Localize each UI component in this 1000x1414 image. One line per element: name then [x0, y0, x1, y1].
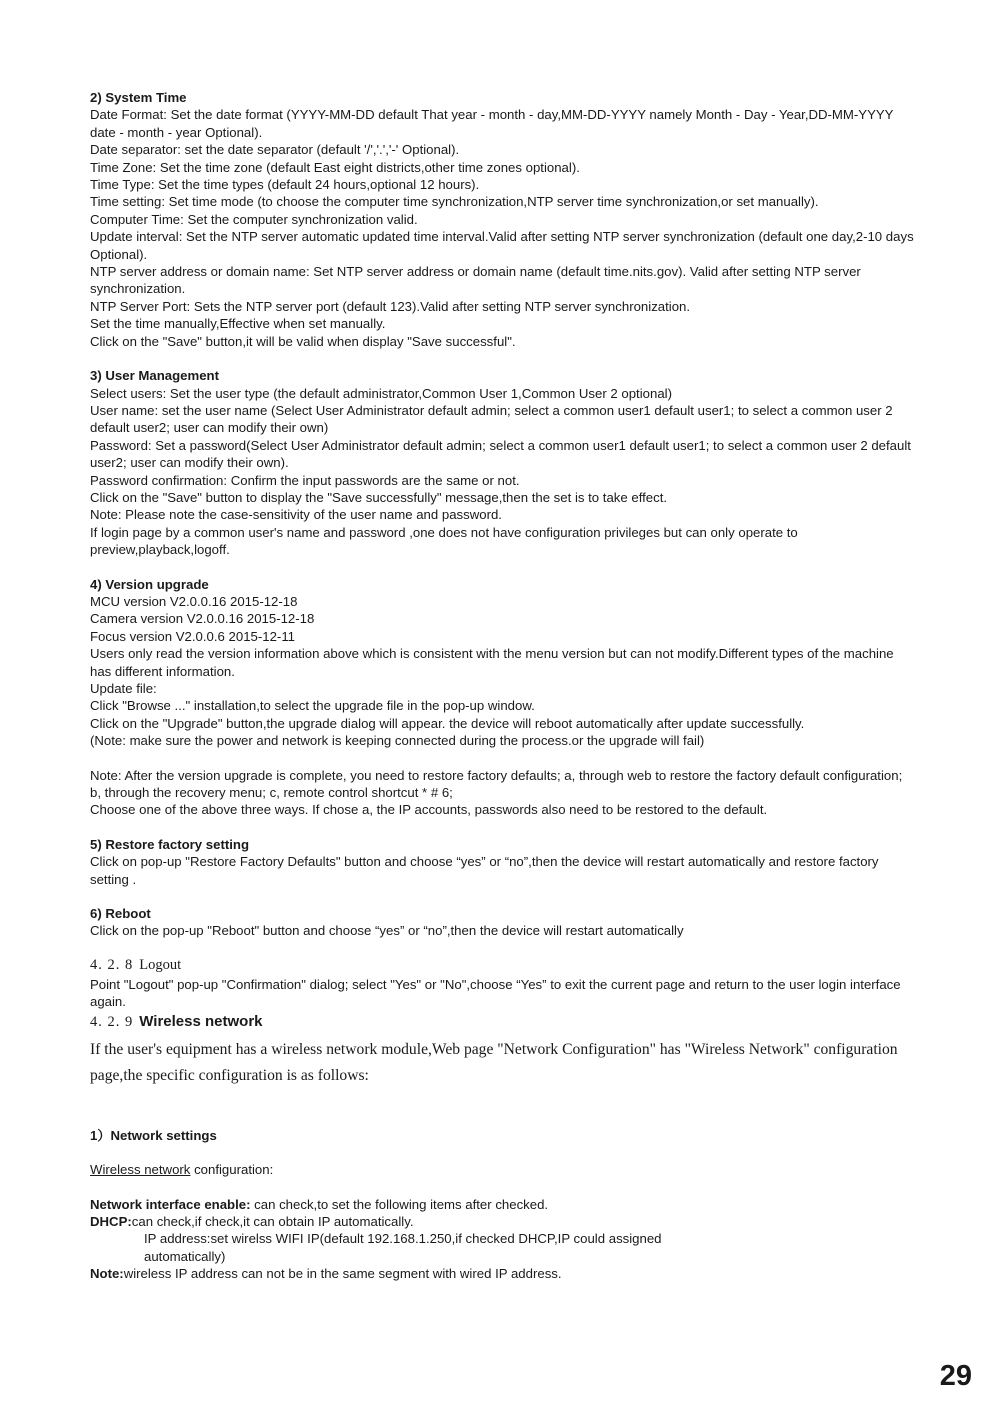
text-line: Update file:	[90, 681, 157, 696]
subsection-title: Logout	[139, 956, 182, 973]
section-wireless-network	[90, 1011, 916, 1283]
text-line: Focus version V2.0.0.6 2015-12-11	[90, 628, 296, 644]
subsection-number: 4. 2. 9	[90, 1013, 134, 1030]
subsection-heading	[90, 954, 916, 976]
text-line: NTP server address or domain name: Set NTP server address or domain name (default time.nits.gov). Valid after setting NTP server synchronization.	[90, 264, 861, 297]
text-line: Date separator: set the date separator (default '/','.','-' Optional).	[90, 142, 460, 158]
section-user-management	[90, 367, 916, 558]
nie-label: Network interface enable:	[90, 1196, 251, 1212]
note-label: Note:	[90, 1266, 124, 1282]
note-line	[90, 1265, 916, 1282]
text-line: Set the time manually,Effective when set manually.	[90, 316, 386, 332]
manual-page	[90, 89, 916, 1283]
network-settings-heading: 1）Network settings	[90, 1127, 217, 1143]
config-rest: configuration:	[190, 1162, 274, 1178]
text-line: Camera version V2.0.0.16 2015-12-18	[90, 611, 315, 627]
section-system-time	[90, 89, 916, 350]
text-line: Select users: Set the user type (the default administrator,Common User 1,Common User 2 optional)	[90, 385, 672, 401]
section-restore-factory	[90, 836, 916, 888]
subsection-number: 4. 2. 8	[90, 956, 134, 973]
text-line: If login page by a common user's name and password ,one does not have configuration privileges but can only operate to preview,playback,logoff.	[90, 524, 798, 558]
note-line: Note: After the version upgrade is complete, you need to restore factory defaults; a, through web to restore the factory default configuration; b, through the recovery menu; c, remote control shortcut * # 6;	[90, 767, 903, 801]
section-heading: 3) User Management	[90, 368, 219, 384]
subsection-heading	[90, 1011, 916, 1033]
text-line: Computer Time: Set the computer synchronization valid.	[90, 211, 418, 227]
dhcp-line	[90, 1213, 916, 1230]
spacer	[90, 1089, 916, 1127]
text-line: Time Type: Set the time types (default 24 hours,optional 12 hours).	[90, 177, 480, 193]
text-line: Point "Logout" pop-up "Confirmation" dialog; select "Yes" or "No",choose “Yes” to exit the current page and return to the user login interface again.	[90, 976, 901, 1010]
text-line: MCU version V2.0.0.16 2015-12-18	[90, 593, 298, 609]
section-heading: 2) System Time	[90, 90, 187, 105]
text-line: Click on the pop-up "Reboot" button and choose “yes” or “no”,then the device will restart automatically	[90, 923, 684, 939]
section-reboot	[90, 905, 916, 940]
text-line: Users only read the version information above which is consistent with the menu version but can not modify.Different types of the machine has different information.	[90, 646, 894, 679]
spacer	[90, 559, 916, 576]
intro-paragraph: If the user's equipment has a wireless network module,Web page "Network Configuration" has "Wireless Network" configuration page,the specific configuration is as follows:	[90, 1040, 898, 1084]
ip-address-line: IP address:set wirelss WIFI IP(default 192.168.1.250,if checked DHCP,IP could assigned automatically)	[144, 1231, 662, 1264]
note-line: Choose one of the above three ways. If chose a, the IP accounts, passwords also need to be restored to the default.	[90, 802, 768, 818]
section-heading: 5) Restore factory setting	[90, 836, 250, 852]
text-line: Click on the "Save" button,it will be valid when display "Save successful".	[90, 333, 516, 349]
dhcp-label: DHCP:	[90, 1213, 132, 1229]
nie-text: can check,to set the following items after checked.	[250, 1196, 549, 1212]
nie-line	[90, 1196, 916, 1213]
spacer	[90, 1179, 916, 1196]
text-line: Password confirmation: Confirm the input passwords are the same or not.	[90, 472, 520, 488]
text-line: Note: Please note the case-sensitivity of the user name and password.	[90, 507, 502, 523]
note-text: wireless IP address can not be in the same segment with wired IP address.	[123, 1266, 562, 1282]
spacer	[90, 350, 916, 367]
section-logout	[90, 954, 916, 1011]
text-line: Time Zone: Set the time zone (default East eight districts,other time zones optional).	[90, 159, 580, 175]
section-heading: 6) Reboot	[90, 906, 151, 922]
text-line: Click on the "Save" button to display the "Save successfully" message,then the set is to take effect.	[90, 489, 668, 505]
text-line: Click on pop-up "Restore Factory Defaults" button and choose “yes” or “no”,then the device will restart automatically and restore factory setting .	[90, 854, 879, 887]
page-number: 29	[939, 1360, 972, 1392]
spacer	[90, 1144, 916, 1161]
spacer	[90, 750, 916, 767]
spacer	[90, 940, 916, 954]
spacer	[90, 819, 916, 836]
text-line: Time setting: Set time mode (to choose the computer time synchronization,NTP server time synchronization,or set manually).	[90, 194, 819, 210]
text-line: Date Format: Set the date format (YYYY-MM-DD default That year - month - day,MM-DD-YYYY namely Month - Day - Year,DD-MM-YYYY date - month - year Optional).	[90, 107, 894, 140]
dhcp-text: can check,if check,it can obtain IP automatically.	[131, 1213, 414, 1229]
config-line	[90, 1161, 916, 1178]
section-heading: 4) Version upgrade	[90, 576, 209, 592]
text-line: Update interval: Set the NTP server automatic updated time interval.Valid after setting NTP server synchronization (default one day,2-10 days Optional).	[90, 229, 914, 262]
section-version-upgrade	[90, 576, 916, 819]
text-line: Click on the "Upgrade" button,the upgrade dialog will appear. the device will reboot automatically after update successfully.	[90, 715, 805, 731]
text-line: NTP Server Port: Sets the NTP server port (default 123).Valid after setting NTP server synchronization.	[90, 298, 691, 314]
text-line: User name: set the user name (Select User Administrator default admin; select a common user1 default user1; to select a common user 2 default user2; user can modify their own)	[90, 402, 893, 436]
text-line: Password: Set a password(Select User Administrator default admin; select a common user1 default user1; to select a common user 2 default user2; user can modify their own).	[90, 437, 911, 471]
text-line: (Note: make sure the power and network is keeping connected during the process.or the upgrade will fail)	[90, 733, 705, 749]
text-line: Click "Browse ..." installation,to select the upgrade file in the pop-up window.	[90, 698, 535, 714]
spacer	[90, 888, 916, 905]
subsection-title: Wireless network	[139, 1012, 263, 1030]
wireless-network-underlined: Wireless network	[90, 1162, 191, 1178]
